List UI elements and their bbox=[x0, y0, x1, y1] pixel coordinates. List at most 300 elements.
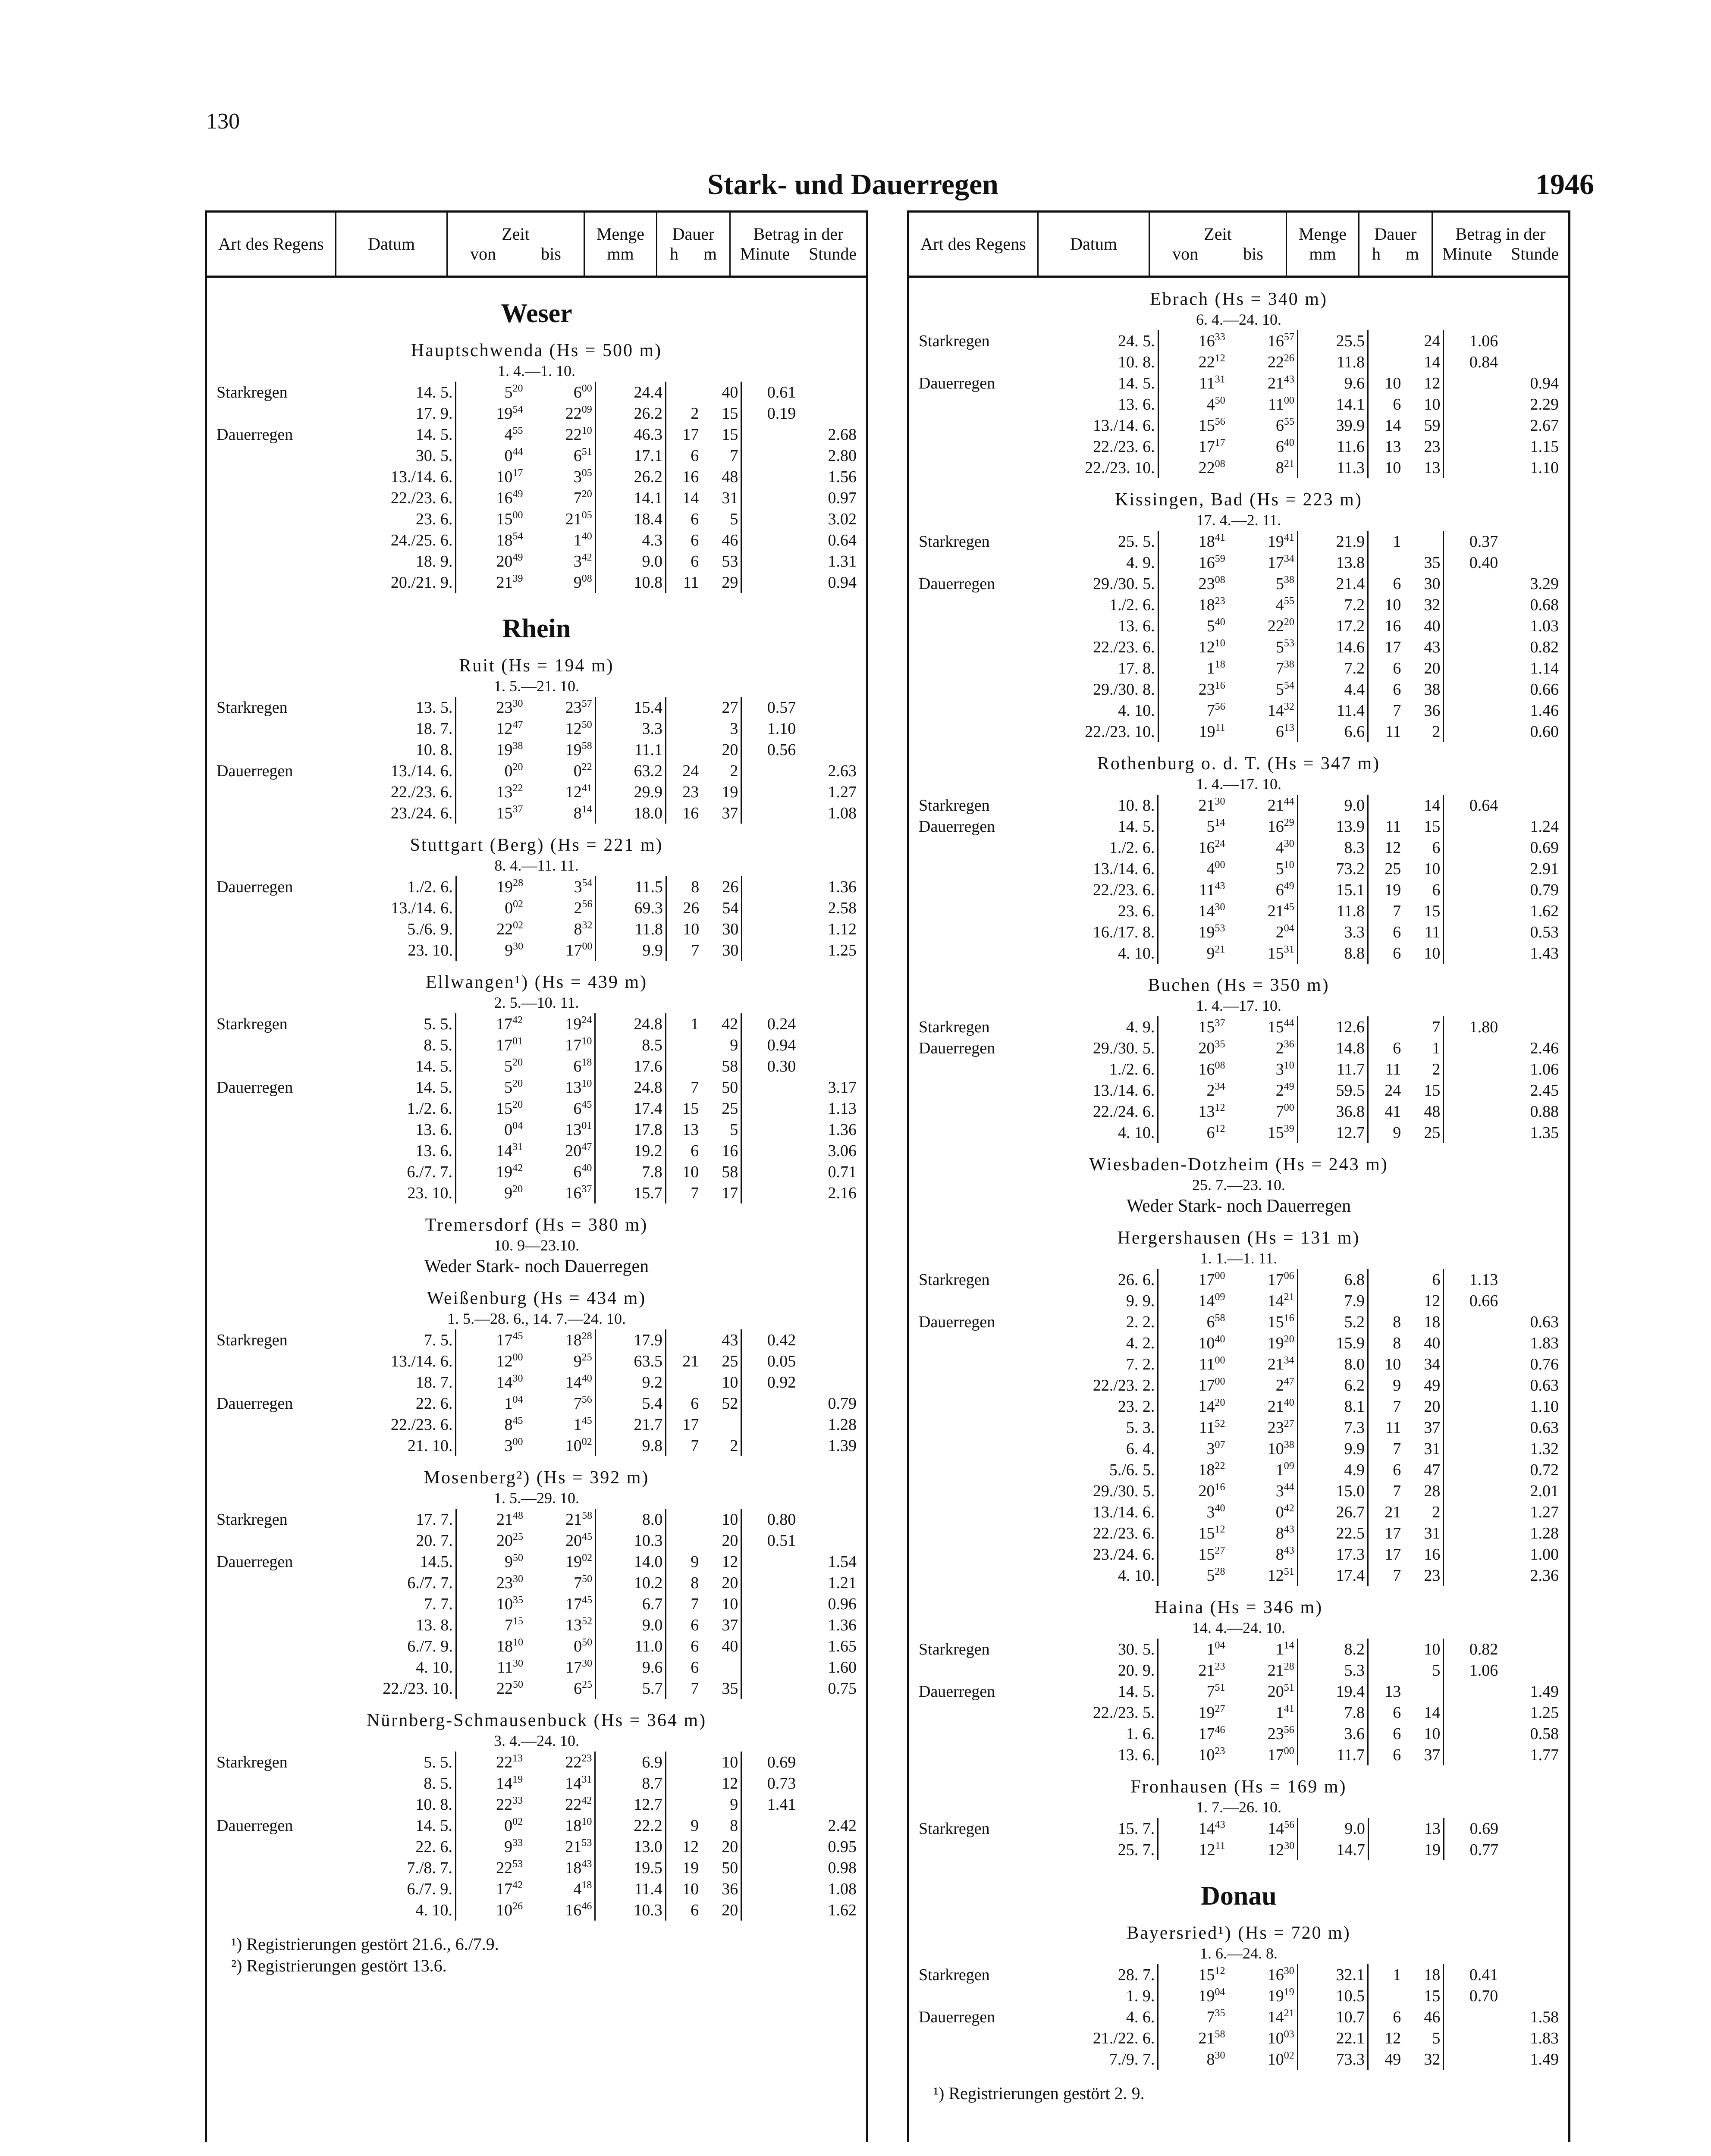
cell-minute bbox=[742, 897, 798, 918]
cell-menge: 6.2 bbox=[1297, 1375, 1368, 1396]
cell-menge: 9.6 bbox=[596, 1657, 666, 1678]
time-minutes: 50 bbox=[582, 1573, 593, 1585]
cell-menge: 6.6 bbox=[1297, 721, 1368, 742]
cell-dauer-h bbox=[1368, 1839, 1403, 1860]
cell-dauer-m bbox=[1403, 531, 1444, 552]
cell-stunde: 0.88 bbox=[1530, 1102, 1559, 1121]
cell-dauer-h bbox=[666, 1530, 701, 1551]
cell-von: $11^{00}$ bbox=[1199, 1354, 1225, 1373]
time-minutes: 20 bbox=[512, 1078, 523, 1089]
station-table bbox=[214, 1013, 859, 1203]
cell-von: $22^{50}$ bbox=[496, 1679, 523, 1698]
cell-bis: $21^{58}$ bbox=[526, 1509, 596, 1530]
station-period: 1. 6.—24. 8. bbox=[1200, 1945, 1278, 1962]
cell-menge: 21.4 bbox=[1297, 573, 1368, 594]
cell-dauer-m: 58 bbox=[701, 1056, 741, 1077]
cell-menge: 22.5 bbox=[1297, 1523, 1368, 1544]
cell-menge: 15.7 bbox=[595, 1182, 666, 1203]
cell-von: $20^{25}$ bbox=[496, 1531, 523, 1550]
cell-dauer-h: 6 bbox=[1393, 1460, 1401, 1479]
time-minutes: 42 bbox=[512, 1162, 523, 1174]
cell-datum: 17. 7. bbox=[347, 1509, 456, 1530]
cell-stunde: 0.97 bbox=[828, 489, 857, 507]
cell-dauer-m: 6 bbox=[1403, 837, 1444, 858]
cell-von: $10^{35}$ bbox=[496, 1594, 523, 1613]
time-minutes: 38 bbox=[1284, 658, 1294, 670]
cell-art: Dauerregen bbox=[217, 761, 293, 780]
cell-dauer-m: 30 bbox=[702, 918, 742, 940]
cell-von: $9^{30}$ bbox=[505, 940, 524, 959]
cell-menge: 29.9 bbox=[595, 781, 666, 802]
cell-menge: 14.7 bbox=[1298, 1839, 1369, 1860]
cell-bis: $4^{18}$ bbox=[525, 1878, 595, 1899]
cell-menge: 7.2 bbox=[1297, 594, 1368, 615]
cell-dauer-m: 10 bbox=[1403, 394, 1444, 415]
cell-von: $7^{15}$ bbox=[504, 1615, 523, 1634]
time-minutes: 30 bbox=[512, 698, 523, 709]
cell-dauer-h: 10 bbox=[682, 1880, 699, 1898]
cell-dauer-m: 25 bbox=[1403, 1122, 1444, 1143]
time-minutes: 11 bbox=[1215, 1840, 1225, 1852]
cell-stunde bbox=[1501, 1985, 1561, 2006]
cell-dauer-m: 48 bbox=[701, 466, 741, 487]
time-minutes: 08 bbox=[581, 573, 592, 584]
footnotes bbox=[933, 2083, 1561, 2104]
cell-bis: $22^{42}$ bbox=[525, 1794, 595, 1815]
cell-dauer-m: 10 bbox=[1403, 943, 1444, 964]
cell-bis: $0^{50}$ bbox=[526, 1636, 596, 1657]
table-row bbox=[916, 679, 1561, 700]
table-row bbox=[916, 2049, 1561, 2070]
time-minutes: 02 bbox=[581, 1436, 592, 1448]
time-minutes: 20 bbox=[1284, 1333, 1294, 1345]
time-minutes: 12 bbox=[1215, 1965, 1225, 1977]
time-minutes: 10 bbox=[1284, 859, 1294, 871]
time-minutes: 49 bbox=[1284, 880, 1294, 892]
cell-datum: 21./22. 6. bbox=[1049, 2028, 1158, 2049]
time-minutes: 10 bbox=[1284, 1059, 1294, 1071]
cell-art bbox=[214, 403, 347, 424]
cell-bis: $21^{34}$ bbox=[1228, 1354, 1298, 1375]
cell-dauer-h: 24 bbox=[682, 761, 699, 780]
time-minutes: 40 bbox=[581, 1162, 592, 1174]
time-minutes: 53 bbox=[512, 1858, 523, 1870]
cell-dauer-m: 40 bbox=[1403, 615, 1444, 636]
cell-dauer-m: 10 bbox=[701, 1509, 741, 1530]
table-row bbox=[916, 1964, 1561, 1985]
cell-minute bbox=[742, 940, 798, 961]
cell-bis: $19^{24}$ bbox=[525, 1013, 595, 1034]
station-name: Haina (Hs = 346 m) bbox=[1154, 1598, 1323, 1617]
table-row bbox=[916, 1417, 1561, 1438]
cell-art: Dauerregen bbox=[217, 1552, 293, 1571]
time-minutes: 39 bbox=[1284, 1123, 1294, 1134]
cell-datum: 23. 6. bbox=[347, 508, 455, 530]
cell-von: $0^{44}$ bbox=[504, 446, 523, 465]
time-minutes: 55 bbox=[1284, 416, 1294, 427]
cell-dauer-m: 20 bbox=[1403, 658, 1444, 679]
time-minutes: 25 bbox=[581, 1351, 592, 1363]
cell-art bbox=[214, 530, 347, 551]
cell-dauer-h: 6 bbox=[691, 1637, 699, 1655]
cell-von: $11^{31}$ bbox=[1199, 373, 1225, 392]
cell-dauer-h bbox=[666, 1509, 701, 1530]
cell-art bbox=[214, 1857, 348, 1878]
cell-bis: $22^{23}$ bbox=[525, 1752, 595, 1773]
time-minutes: 51 bbox=[1284, 1682, 1294, 1693]
cell-datum: 22./23. 6. bbox=[1049, 879, 1158, 900]
cell-dauer-m: 25 bbox=[701, 1351, 741, 1372]
cell-datum: 9. 9. bbox=[1049, 1290, 1158, 1311]
cell-bis: $6^{49}$ bbox=[1228, 879, 1298, 900]
cell-dauer-h: 7 bbox=[691, 941, 700, 959]
cell-dauer-m: 50 bbox=[701, 1077, 741, 1098]
cell-dauer-h: 6 bbox=[691, 510, 699, 528]
cell-dauer-m: 58 bbox=[701, 1161, 741, 1182]
cell-dauer-h: 6 bbox=[691, 552, 699, 570]
cell-bis: $2^{47}$ bbox=[1228, 1375, 1298, 1396]
cell-dauer-h: 7 bbox=[1393, 1397, 1401, 1416]
time-minutes: 04 bbox=[512, 1120, 523, 1131]
cell-minute: 0.57 bbox=[767, 698, 796, 717]
cell-dauer-h: 21 bbox=[682, 1352, 699, 1370]
station-note: Weder Stark- noch Dauerregen bbox=[424, 1257, 649, 1276]
time-minutes: 47 bbox=[1284, 1376, 1294, 1387]
time-minutes: 38 bbox=[1284, 574, 1294, 586]
cell-von: $10^{23}$ bbox=[1198, 1745, 1225, 1764]
cell-menge: 26.2 bbox=[595, 403, 666, 424]
cell-art bbox=[214, 940, 348, 961]
cell-stunde: 0.94 bbox=[1530, 374, 1559, 392]
cell-stunde: 0.69 bbox=[1530, 838, 1559, 857]
table-row bbox=[916, 858, 1561, 879]
cell-dauer-h: 25 bbox=[1384, 859, 1401, 878]
cell-datum: 5. 5. bbox=[348, 1013, 456, 1034]
time-minutes: 30 bbox=[1284, 1965, 1294, 1977]
cell-menge: 10.8 bbox=[595, 572, 666, 593]
cell-von: $12^{00}$ bbox=[496, 1351, 523, 1370]
cell-von: $23^{30}$ bbox=[496, 698, 523, 717]
cell-dauer-m: 10 bbox=[701, 1752, 741, 1773]
cell-datum: 22. 6. bbox=[348, 1836, 456, 1857]
cell-bis: $12^{51}$ bbox=[1228, 1565, 1298, 1586]
table-row bbox=[214, 718, 859, 739]
cell-menge: 9.2 bbox=[595, 1372, 666, 1393]
cell-dauer-m: 9 bbox=[701, 1034, 741, 1056]
cell-dauer-h: 26 bbox=[683, 899, 700, 917]
cell-minute bbox=[1444, 394, 1501, 415]
cell-datum: 5. 3. bbox=[1049, 1417, 1158, 1438]
table-row bbox=[214, 445, 859, 466]
cell-stunde bbox=[1501, 351, 1561, 373]
table-row bbox=[916, 943, 1561, 964]
cell-art bbox=[214, 739, 347, 760]
time-minutes: 14 bbox=[1215, 817, 1225, 828]
cell-stunde: 0.79 bbox=[828, 1394, 857, 1413]
header-menge bbox=[1287, 213, 1359, 276]
cell-art bbox=[916, 2028, 1049, 2049]
station-period: 14. 4.—24. 10. bbox=[1192, 1619, 1285, 1636]
cell-von: $15^{27}$ bbox=[1198, 1545, 1225, 1564]
time-minutes: 41 bbox=[581, 782, 592, 794]
time-minutes: 56 bbox=[1284, 1819, 1295, 1830]
cell-datum: 7. 2. bbox=[1049, 1354, 1158, 1375]
time-minutes: 45 bbox=[581, 1415, 592, 1426]
cell-minute bbox=[741, 1551, 798, 1572]
cell-datum: 22./23. 6. bbox=[347, 781, 455, 802]
header-art: Art des Regens bbox=[207, 213, 336, 276]
cell-bis: $17^{10}$ bbox=[525, 1034, 595, 1056]
cell-dauer-m: 18 bbox=[1403, 1964, 1444, 1985]
cell-menge: 10.7 bbox=[1297, 2006, 1368, 2028]
cell-art bbox=[214, 1899, 348, 1921]
header-m: m bbox=[703, 244, 717, 263]
time-minutes: 23 bbox=[1215, 595, 1225, 607]
cell-dauer-h: 6 bbox=[691, 1901, 699, 1919]
table-row bbox=[916, 1523, 1561, 1544]
cell-datum: 29./30. 5. bbox=[1049, 1480, 1158, 1501]
table-row bbox=[214, 1140, 859, 1161]
cell-stunde bbox=[1501, 1269, 1561, 1290]
cell-art bbox=[214, 1878, 348, 1899]
cell-dauer-h: 11 bbox=[1385, 1418, 1401, 1437]
cell-von: $1^{04}$ bbox=[1206, 1639, 1225, 1658]
cell-dauer-m: 5 bbox=[701, 508, 741, 530]
cell-art bbox=[916, 1375, 1049, 1396]
cell-menge: 10.3 bbox=[595, 1899, 666, 1921]
cell-dauer-m: 46 bbox=[701, 530, 741, 551]
cell-menge: 17.4 bbox=[595, 1098, 666, 1119]
cell-von: $8^{30}$ bbox=[1206, 2049, 1225, 2068]
cell-menge: 36.8 bbox=[1297, 1101, 1368, 1122]
cell-dauer-h: 16 bbox=[1384, 617, 1401, 635]
time-minutes: 45 bbox=[512, 1415, 523, 1426]
cell-bis: $12^{30}$ bbox=[1228, 1839, 1298, 1860]
cell-stunde: 0.79 bbox=[1530, 881, 1559, 899]
cell-bis: $10^{03}$ bbox=[1228, 2028, 1298, 2049]
cell-minute bbox=[1444, 1354, 1501, 1375]
cell-datum: 13./14. 6. bbox=[1049, 415, 1158, 436]
cell-minute bbox=[741, 508, 798, 530]
time-minutes: 30 bbox=[1284, 838, 1294, 849]
cell-stunde bbox=[1501, 1660, 1561, 1681]
cell-art bbox=[916, 1290, 1049, 1311]
cell-menge: 10.3 bbox=[596, 1530, 666, 1551]
page-year: 1946 bbox=[1535, 168, 1594, 201]
table-row bbox=[916, 1016, 1561, 1037]
cell-dauer-m: 13 bbox=[1404, 1818, 1444, 1839]
cell-stunde bbox=[798, 1509, 859, 1530]
cell-menge: 8.2 bbox=[1297, 1639, 1368, 1660]
time-minutes: 02 bbox=[1284, 2049, 1294, 2061]
cell-stunde: 1.14 bbox=[1530, 659, 1559, 677]
station-period: 17. 4.—2. 11. bbox=[1196, 511, 1281, 529]
cell-bis: $15^{39}$ bbox=[1228, 1122, 1298, 1143]
cell-menge: 14.1 bbox=[1297, 394, 1368, 415]
cell-stunde bbox=[798, 697, 859, 718]
cell-datum: 26. 6. bbox=[1049, 1269, 1158, 1290]
time-minutes: 21 bbox=[1284, 458, 1294, 470]
header-m: m bbox=[1405, 244, 1419, 263]
cell-datum: 20. 7. bbox=[347, 1530, 456, 1551]
cell-dauer-h: 7 bbox=[1393, 1439, 1401, 1458]
cell-datum: 14. 5. bbox=[347, 382, 455, 403]
cell-dauer-h: 8 bbox=[691, 1573, 699, 1592]
cell-von: $16^{08}$ bbox=[1198, 1059, 1225, 1078]
table-row bbox=[214, 876, 859, 897]
cell-dauer-h: 6 bbox=[691, 1394, 699, 1413]
cell-menge: 24.8 bbox=[595, 1077, 666, 1098]
table-row bbox=[214, 487, 859, 508]
cell-datum: 13. 6. bbox=[348, 1119, 456, 1140]
time-minutes: 04 bbox=[512, 1394, 523, 1405]
cell-dauer-m: 36 bbox=[1403, 700, 1444, 721]
cell-bis: $9^{25}$ bbox=[526, 1351, 596, 1372]
station-name: Weißenburg (Hs = 434 m) bbox=[427, 1288, 647, 1308]
cell-stunde: 1.10 bbox=[1530, 1397, 1559, 1416]
cell-minute: 0.56 bbox=[767, 740, 796, 759]
table-row bbox=[916, 900, 1561, 921]
cell-menge: 4.3 bbox=[595, 530, 666, 551]
cell-dauer-h: 11 bbox=[683, 573, 699, 592]
cell-art bbox=[916, 1985, 1049, 2006]
cell-datum: 14. 5. bbox=[347, 424, 455, 445]
cell-von: $14^{20}$ bbox=[1198, 1397, 1225, 1416]
cell-von: $20^{35}$ bbox=[1198, 1038, 1225, 1057]
cell-minute: 0.51 bbox=[767, 1531, 796, 1550]
time-minutes: 08 bbox=[1215, 1059, 1225, 1071]
table-row bbox=[214, 1034, 859, 1056]
cell-datum: 6. 4. bbox=[1049, 1438, 1158, 1459]
cell-art bbox=[214, 1836, 348, 1857]
cell-bis: $17^{45}$ bbox=[526, 1593, 596, 1614]
cell-dauer-m: 15 bbox=[1403, 1985, 1444, 2006]
cell-datum: 23. 10. bbox=[348, 1182, 456, 1203]
cell-stunde: 0.53 bbox=[1530, 923, 1559, 941]
cell-minute bbox=[741, 1393, 798, 1414]
cell-datum: 13. 6. bbox=[1049, 615, 1158, 636]
cell-menge: 15.9 bbox=[1297, 1332, 1368, 1354]
cell-menge: 25.5 bbox=[1297, 330, 1368, 351]
cell-art: Starkregen bbox=[217, 1753, 288, 1771]
cell-bis: $22^{10}$ bbox=[526, 424, 596, 445]
cell-bis: $16^{57}$ bbox=[1228, 330, 1298, 351]
cell-dauer-m: 59 bbox=[1403, 415, 1444, 436]
cell-datum: 2. 2. bbox=[1049, 1311, 1158, 1332]
cell-von: $19^{53}$ bbox=[1198, 922, 1225, 941]
table-row bbox=[214, 1815, 859, 1836]
time-minutes: 21 bbox=[1284, 2007, 1294, 2019]
time-minutes: 18 bbox=[581, 1056, 592, 1068]
cell-bis: $14^{21}$ bbox=[1228, 1290, 1298, 1311]
cell-dauer-m: 42 bbox=[701, 1013, 741, 1034]
cell-menge: 9.0 bbox=[1298, 1818, 1369, 1839]
cell-datum: 20./21. 9. bbox=[347, 572, 455, 593]
header-zeit-label: Zeit bbox=[502, 224, 530, 244]
cell-dauer-h: 21 bbox=[1384, 1503, 1401, 1521]
cell-dauer-h bbox=[1368, 552, 1404, 573]
cell-dauer-m: 7 bbox=[701, 445, 741, 466]
cell-datum: 7./9. 7. bbox=[1049, 2049, 1158, 2070]
cell-dauer-h: 6 bbox=[1393, 1703, 1401, 1722]
table-row bbox=[916, 1565, 1561, 1586]
cell-menge: 10.5 bbox=[1297, 1985, 1368, 2006]
cell-datum: 6./7. 7. bbox=[347, 1572, 456, 1593]
table-row bbox=[916, 1744, 1561, 1765]
cell-dauer-m: 20 bbox=[701, 1836, 741, 1857]
cell-bis: $3^{44}$ bbox=[1228, 1480, 1298, 1501]
table-row bbox=[916, 1354, 1561, 1375]
cell-minute bbox=[741, 572, 798, 593]
cell-dauer-h: 11 bbox=[1385, 1060, 1401, 1078]
cell-minute: 0.61 bbox=[767, 383, 796, 401]
time-minutes: 20 bbox=[581, 488, 592, 500]
cell-menge: 59.5 bbox=[1297, 1080, 1368, 1101]
header-betrag bbox=[731, 213, 866, 276]
table-row bbox=[916, 1459, 1561, 1480]
header-dauer bbox=[657, 213, 731, 276]
cell-minute bbox=[741, 1899, 798, 1921]
cell-dauer-h: 14 bbox=[682, 489, 699, 507]
station-period: 1. 5.—28. 6., 14. 7.—24. 10. bbox=[447, 1310, 626, 1327]
table-row bbox=[214, 1056, 859, 1077]
station-name: Wiesbaden-Dotzheim (Hs = 243 m) bbox=[1089, 1155, 1388, 1175]
time-minutes: 00 bbox=[512, 509, 523, 521]
cell-minute bbox=[1444, 1544, 1501, 1565]
cell-datum: 20. 9. bbox=[1049, 1660, 1158, 1681]
time-minutes: 10 bbox=[581, 425, 592, 436]
time-minutes: 58 bbox=[1215, 1312, 1225, 1324]
time-minutes: 20 bbox=[1215, 1397, 1225, 1408]
cell-minute bbox=[1444, 615, 1501, 636]
cell-menge: 4.9 bbox=[1297, 1459, 1368, 1480]
time-minutes: 53 bbox=[1215, 922, 1225, 934]
cell-von: $9^{20}$ bbox=[504, 1183, 523, 1202]
cell-art: Dauerregen bbox=[919, 1039, 995, 1057]
cell-von: $20^{49}$ bbox=[496, 552, 523, 570]
cell-art bbox=[916, 415, 1049, 436]
cell-dauer-h: 10 bbox=[1384, 1355, 1401, 1373]
cell-bis: $5^{10}$ bbox=[1228, 858, 1298, 879]
cell-art bbox=[916, 351, 1049, 373]
cell-stunde: 1.46 bbox=[1530, 701, 1559, 720]
cell-menge: 46.3 bbox=[595, 424, 666, 445]
table-row bbox=[214, 1614, 859, 1636]
time-minutes: 00 bbox=[1284, 1102, 1294, 1113]
cell-datum: 8. 5. bbox=[348, 1034, 456, 1056]
cell-stunde bbox=[1501, 1290, 1561, 1311]
cell-stunde: 0.82 bbox=[1530, 638, 1559, 656]
cell-dauer-h bbox=[666, 1794, 701, 1815]
cell-von: $22^{08}$ bbox=[1198, 458, 1225, 477]
cell-menge: 17.9 bbox=[595, 1329, 666, 1351]
cell-dauer-h: 17 bbox=[682, 1415, 699, 1434]
cell-von: $16^{59}$ bbox=[1198, 553, 1225, 572]
station-period: 1. 4.—17. 10. bbox=[1196, 997, 1281, 1014]
station-note: Weder Stark- noch Dauerregen bbox=[1126, 1196, 1351, 1216]
cell-stunde: 2.58 bbox=[828, 899, 857, 917]
cell-stunde bbox=[1501, 552, 1561, 573]
cell-art: Starkregen bbox=[217, 698, 288, 717]
cell-dauer-h: 7 bbox=[1393, 902, 1401, 920]
page-title: Stark- und Dauerregen bbox=[707, 168, 998, 201]
cell-von: $11^{43}$ bbox=[1199, 880, 1225, 899]
cell-stunde: 1.08 bbox=[828, 804, 857, 822]
time-minutes: 50 bbox=[581, 719, 592, 730]
cell-stunde: 1.03 bbox=[1530, 617, 1559, 635]
cell-dauer-h: 10 bbox=[1384, 374, 1401, 392]
cell-stunde: 2.42 bbox=[828, 1816, 857, 1835]
